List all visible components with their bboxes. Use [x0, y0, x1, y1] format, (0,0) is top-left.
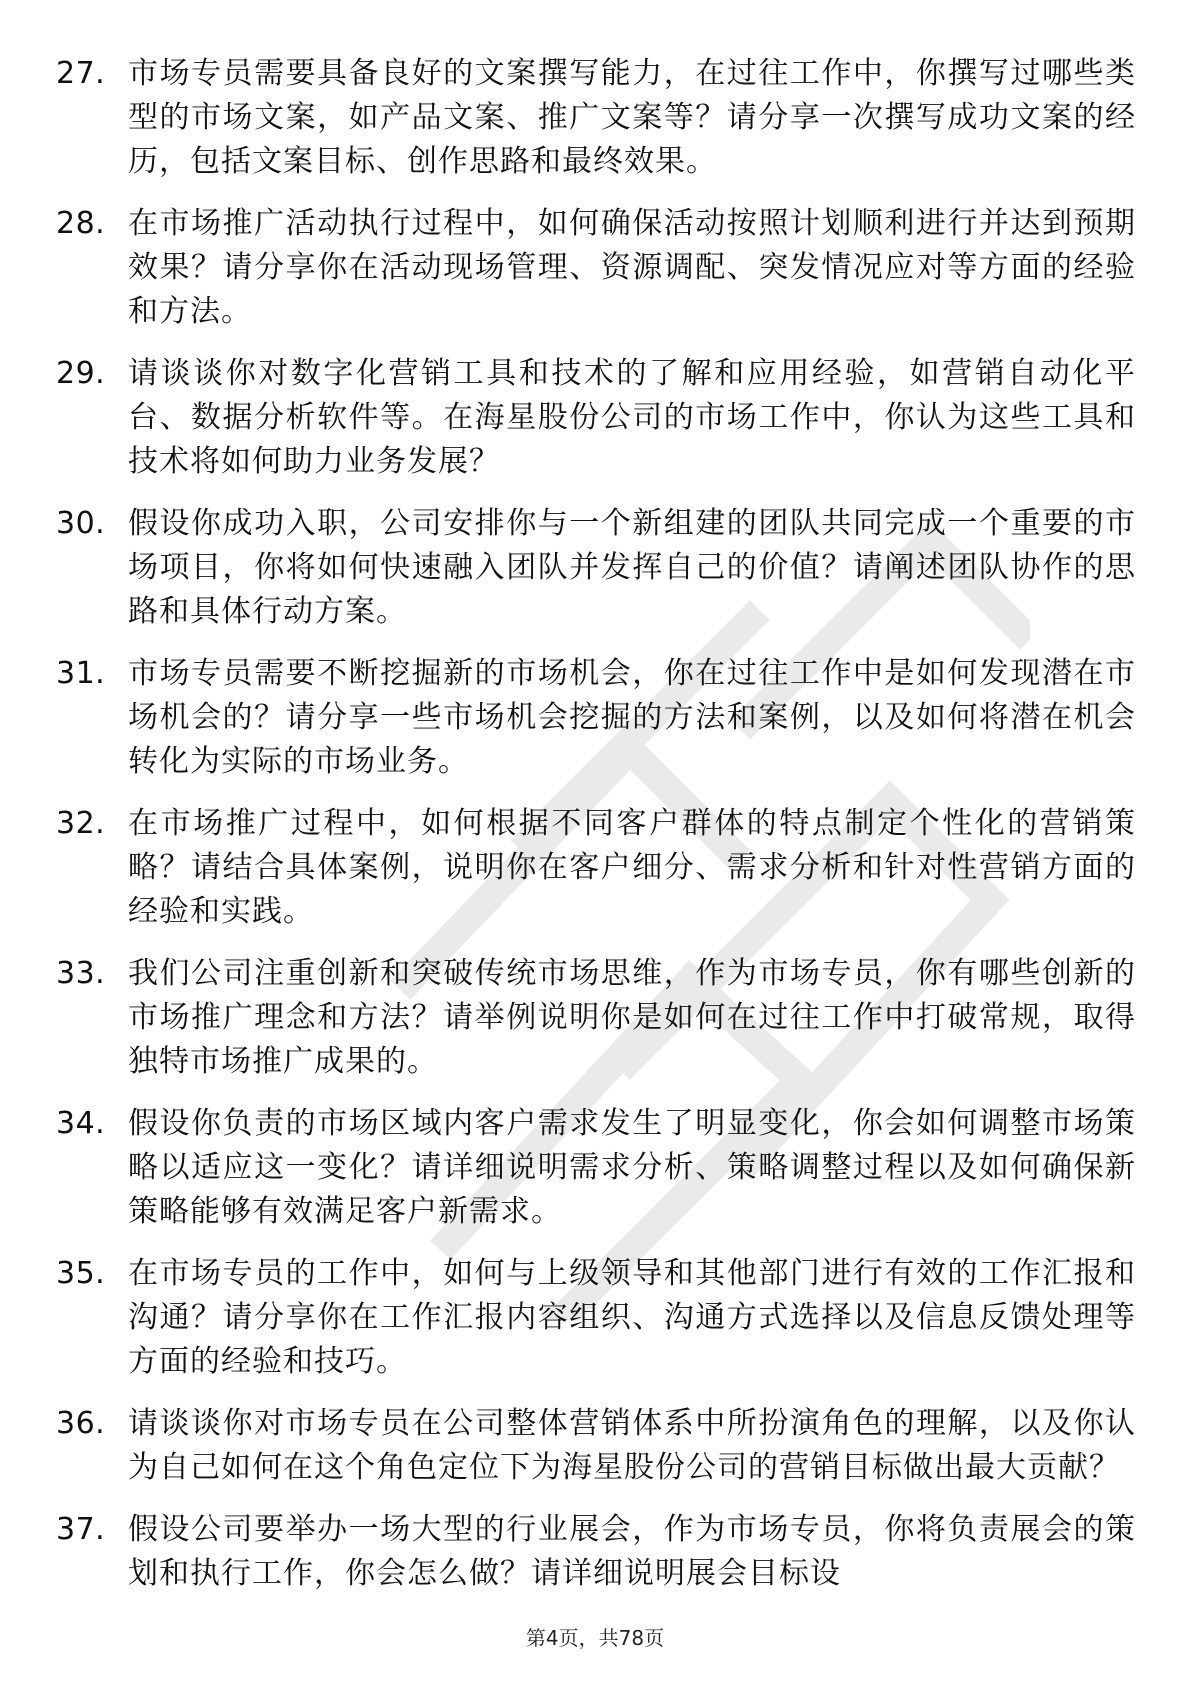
question-number: 32. [56, 806, 106, 841]
question-number: 33. [56, 956, 106, 991]
page-number-label: 第4页，共78页 [525, 1626, 665, 1650]
question-item-28 [56, 202, 1136, 334]
page-footer [0, 1624, 1190, 1652]
question-text: 请谈谈你对数字化营销工具和技术的了解和应用经验，如营销自动化平台、数据分析软件等。在海星股份公司的市场工作中，你认为这些工具和技术将如何助力业务发展？ [128, 356, 1136, 479]
question-number: 31. [56, 656, 106, 691]
question-item-37 [56, 1508, 1136, 1596]
question-item-27 [56, 52, 1136, 184]
question-text: 在市场推广过程中，如何根据不同客户群体的特点制定个性化的营销策略？请结合具体案例，说明你在客户细分、需求分析和针对性营销方面的经验和实践。 [128, 806, 1136, 929]
question-number: 29. [56, 356, 106, 391]
question-number: 34. [56, 1106, 106, 1141]
question-number: 28. [56, 206, 106, 241]
question-item-29 [56, 352, 1136, 484]
question-number: 27. [56, 56, 106, 91]
question-text: 我们公司注重创新和突破传统市场思维，作为市场专员，你有哪些创新的市场推广理念和方法？请举例说明你是如何在过往工作中打破常规，取得独特市场推广成果的。 [128, 956, 1136, 1079]
question-text: 假设公司要举办一场大型的行业展会，作为市场专员，你将负责展会的策划和执行工作，你会怎么做？请详细说明展会目标设 [128, 1512, 1136, 1591]
question-number: 35. [56, 1256, 106, 1291]
question-number: 36. [56, 1406, 106, 1441]
question-item-31 [56, 652, 1136, 784]
question-number: 37. [56, 1512, 106, 1547]
question-item-36 [56, 1402, 1136, 1490]
question-text: 请谈谈你对市场专员在公司整体营销体系中所扮演角色的理解，以及你认为自己如何在这个角色定位下为海星股份公司的营销目标做出最大贡献？ [128, 1406, 1136, 1485]
question-text: 市场专员需要不断挖掘新的市场机会，你在过往工作中是如何发现潜在市场机会的？请分享一些市场机会挖掘的方法和案例，以及如何将潜在机会转化为实际的市场业务。 [128, 656, 1136, 779]
question-item-34 [56, 1102, 1136, 1234]
question-item-32 [56, 802, 1136, 934]
question-list [56, 52, 1136, 1614]
question-text: 假设你负责的市场区域内客户需求发生了明显变化，你会如何调整市场策略以适应这一变化？请详细说明需求分析、策略调整过程以及如何确保新策略能够有效满足客户新需求。 [128, 1106, 1136, 1229]
question-item-33 [56, 952, 1136, 1084]
question-text: 假设你成功入职，公司安排你与一个新组建的团队共同完成一个重要的市场项目，你将如何快速融入团队并发挥自己的价值？请阐述团队协作的思路和具体行动方案。 [128, 506, 1136, 629]
question-text: 在市场专员的工作中，如何与上级领导和其他部门进行有效的工作汇报和沟通？请分享你在工作汇报内容组织、沟通方式选择以及信息反馈处理等方面的经验和技巧。 [128, 1256, 1136, 1379]
question-number: 30. [56, 506, 106, 541]
question-text: 市场专员需要具备良好的文案撰写能力，在过往工作中，你撰写过哪些类型的市场文案，如产品文案、推广文案等？请分享一次撰写成功文案的经历，包括文案目标、创作思路和最终效果。 [128, 56, 1136, 179]
question-item-35 [56, 1252, 1136, 1384]
question-text: 在市场推广活动执行过程中，如何确保活动按照计划顺利进行并达到预期效果？请分享你在活动现场管理、资源调配、突发情况应对等方面的经验和方法。 [128, 206, 1136, 329]
question-item-30 [56, 502, 1136, 634]
